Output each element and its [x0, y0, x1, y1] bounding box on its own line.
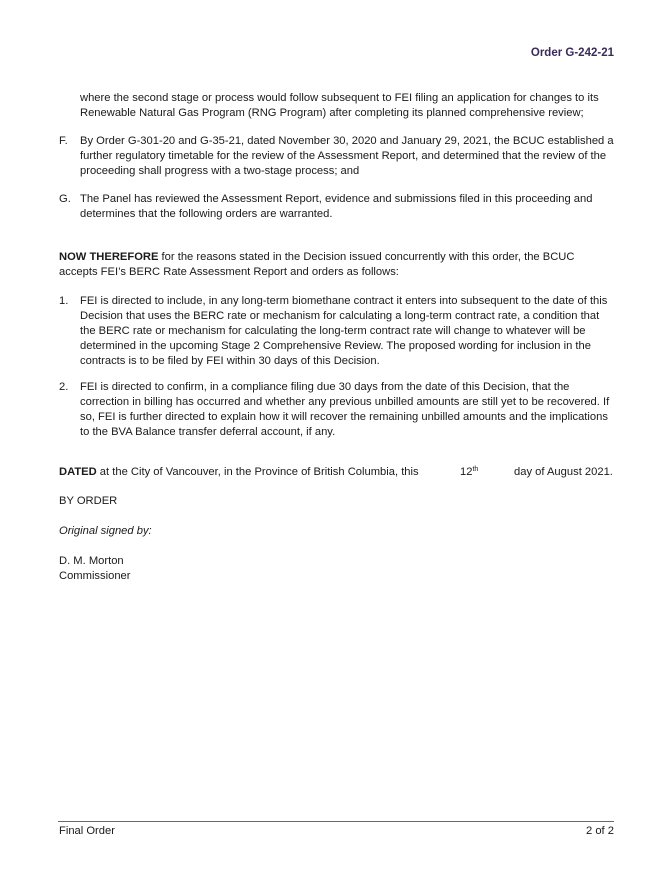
recital-f [59, 134, 616, 179]
dated-statement [59, 466, 419, 478]
order-text: FEI is directed to confirm, in a compliance filing due 30 days from the date of this Decision, that the correction in billing has occurred and whether any previous unbilled amounts are still yet to be recovered. If so, FEI is further directed to explain how it will recover the remaining unbilled amounts and the implications to the BVA Balance transfer deferral account, if any. [80, 381, 610, 438]
dated-line [59, 465, 619, 481]
recital-label: G. [59, 193, 71, 205]
order-item-2 [59, 380, 616, 440]
order-number: Order G-242-21 [530, 47, 614, 59]
recital-text: The Panel has reviewed the Assessment Report, evidence and submissions filed in this proceeding and determines that the following orders are warranted. [80, 193, 593, 220]
by-order: BY ORDER [59, 495, 118, 507]
footer-document-type: Final Order [59, 825, 115, 837]
signatory-name: D. M. Morton [59, 555, 124, 567]
order-label: 2. [59, 381, 69, 393]
original-signed [59, 524, 152, 539]
dated-text: at the City of Vancouver, in the Province of British Columbia, this [96, 466, 419, 478]
now-therefore-lead: NOW THEREFORE [59, 251, 159, 263]
day-number: 12 [460, 466, 473, 478]
order-text: FEI is directed to include, in any long-term biomethane contract it enters into subsequent to the date of this Decision that uses the BERC rate or mechanism for calculating a long-term contract rate, a condition that the BERC rate or mechanism for calculating the long-term contract rate will change to whatever will be determined in the upcoming Stage 2 Comprehensive Review. The proposed wording for inclusion in the contracts is to be filed by FEI within 30 days of this Decision. [80, 295, 608, 367]
recital-g [59, 192, 616, 222]
order-label: 1. [59, 295, 69, 307]
order-item-1 [59, 294, 616, 369]
continuation-paragraph: where the second stage or process would follow subsequent to FEI filing an application for changes to its Renewable Natural Gas Program (RNG Program) after completing its planned comprehensive review; [80, 92, 599, 119]
dated-month-year: day of August 2021. [514, 466, 613, 478]
recital-text: By Order G-301-20 and G-35-21, dated November 30, 2020 and January 29, 2021, the BCUC established a further regulatory timetable for the review of the Assessment Report, and determined that the review of the proceeding shall progress with a two-stage process; and [80, 135, 614, 177]
now-therefore-text: for the reasons stated in the Decision issued concurrently with this order, the BCUC accepts FEI’s BERC Rate Assessment Report and orders as follows: [59, 251, 575, 278]
dated-day [460, 465, 478, 480]
footer-divider [58, 821, 614, 822]
day-suffix: th [472, 466, 479, 473]
recital-label: F. [59, 135, 68, 147]
original-signed-text: Original signed by: [59, 525, 152, 537]
signatory-title: Commissioner [59, 570, 131, 582]
now-therefore-paragraph [59, 250, 616, 280]
dated-lead: DATED [59, 466, 97, 478]
footer-page-number: 2 of 2 [586, 825, 614, 837]
